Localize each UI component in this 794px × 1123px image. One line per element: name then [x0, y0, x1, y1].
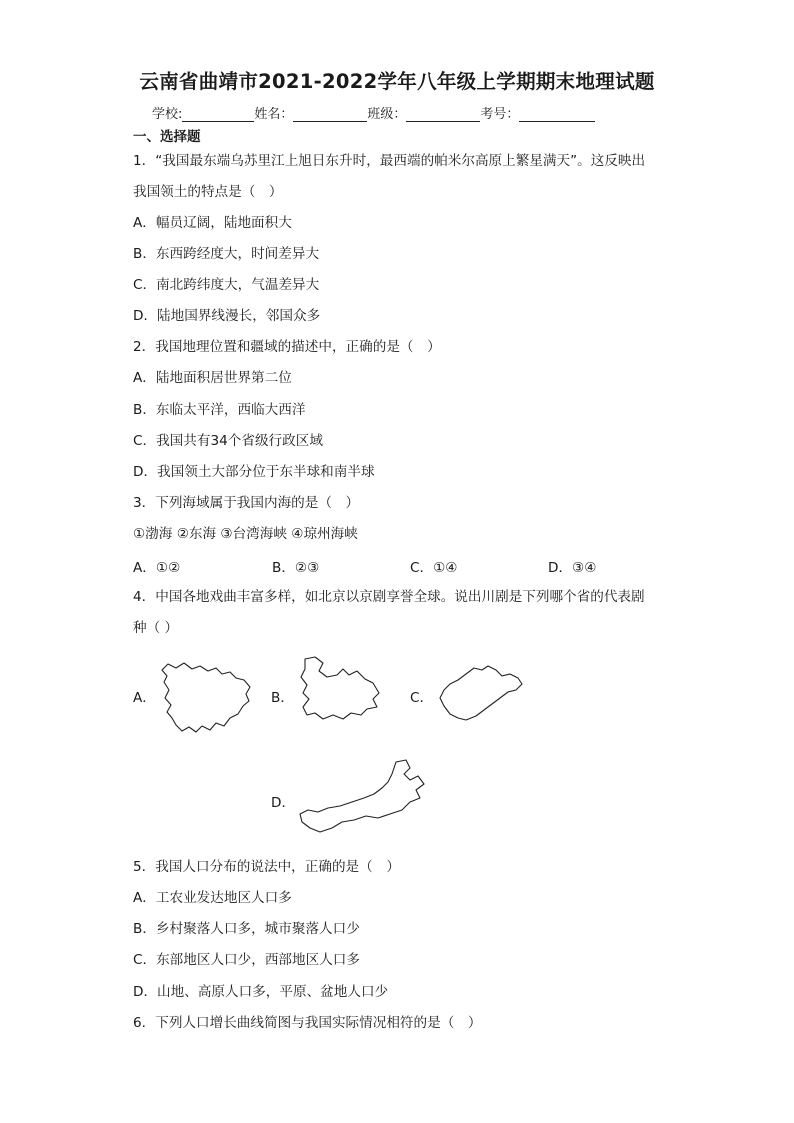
student-info-line	[152, 103, 595, 122]
q3-option-c[interactable]: C．①④	[410, 560, 458, 576]
q4-map-a-label[interactable]: A．	[133, 690, 156, 706]
q3-items: ①渤海 ②东海 ③台湾海峡 ④琼州海峡	[133, 526, 358, 542]
q1-stem-line2: 我国领土的特点是（ ）	[133, 184, 283, 200]
q5-option-c[interactable]: C．东部地区人口少，西部地区人口多	[133, 952, 360, 968]
q6-stem: 6．下列人口增长曲线简图与我国实际情况相符的是（ ）	[133, 1015, 482, 1031]
q2-option-b[interactable]: B．东临太平洋，西临大西洋	[133, 402, 306, 418]
page-title: 云南省曲靖市2021-2022学年八年级上学期期末地理试题	[139, 70, 655, 93]
school-blank[interactable]	[182, 108, 254, 122]
q4-map-b-province-outline[interactable]	[293, 655, 383, 723]
q5-stem: 5．我国人口分布的说法中，正确的是（ ）	[133, 859, 400, 875]
q4-stem-line2: 种（ ）	[133, 620, 179, 636]
q4-map-c-province-outline[interactable]	[436, 662, 526, 724]
q3-stem: 3．下列海域属于我国内海的是（ ）	[133, 495, 360, 511]
name-label: 姓名：	[254, 107, 294, 122]
q1-option-a[interactable]: A．幅员辽阔，陆地面积大	[133, 215, 292, 231]
q2-option-d[interactable]: D．我国领土大部分位于东半球和南半球	[133, 464, 375, 480]
q5-option-b[interactable]: B．乡村聚落人口多，城市聚落人口少	[133, 921, 360, 937]
q4-map-d-label[interactable]: D．	[271, 795, 296, 811]
q4-map-d-province-outline[interactable]	[296, 758, 446, 838]
q1-option-c[interactable]: C．南北跨纬度大，气温差异大	[133, 277, 320, 293]
q1-option-b[interactable]: B．东西跨经度大，时间差异大	[133, 246, 320, 262]
q3-option-d[interactable]: D．③④	[548, 560, 597, 576]
q3-option-a[interactable]: A．①②	[133, 560, 181, 576]
q2-option-c[interactable]: C．我国共有34个省级行政区域	[133, 433, 323, 449]
exam-no-blank[interactable]	[519, 108, 595, 122]
q4-map-a-province-outline[interactable]	[158, 660, 254, 740]
school-label: 学校:	[152, 107, 183, 122]
q2-stem: 2．我国地理位置和疆域的描述中，正确的是（ ）	[133, 339, 441, 355]
section-heading: 一、选择题	[133, 129, 201, 145]
q5-option-d[interactable]: D．山地、高原人口多，平原、盆地人口少	[133, 984, 389, 1000]
q3-option-b[interactable]: B．②③	[272, 560, 320, 576]
q2-option-a[interactable]: A．陆地面积居世界第二位	[133, 370, 292, 386]
exam-no-label: 考号：	[480, 107, 520, 122]
q4-map-c-label[interactable]: C．	[410, 690, 434, 706]
q4-stem-line1: 4．中国各地戏曲丰富多样，如北京以京剧享誉全球。说出川剧是下列哪个省的代表剧	[133, 589, 645, 605]
q1-stem-line1: 1．“我国最东端乌苏里江上旭日东升时，最西端的帕米尔高原上繁星满天”。这反映出	[133, 153, 646, 169]
q1-option-d[interactable]: D．陆地国界线漫长，邻国众多	[133, 308, 321, 324]
q5-option-a[interactable]: A．工农业发达地区人口多	[133, 890, 292, 906]
class-blank[interactable]	[406, 108, 480, 122]
class-label: 班级：	[367, 107, 407, 122]
name-blank[interactable]	[293, 108, 367, 122]
q4-map-b-label[interactable]: B．	[271, 690, 294, 706]
